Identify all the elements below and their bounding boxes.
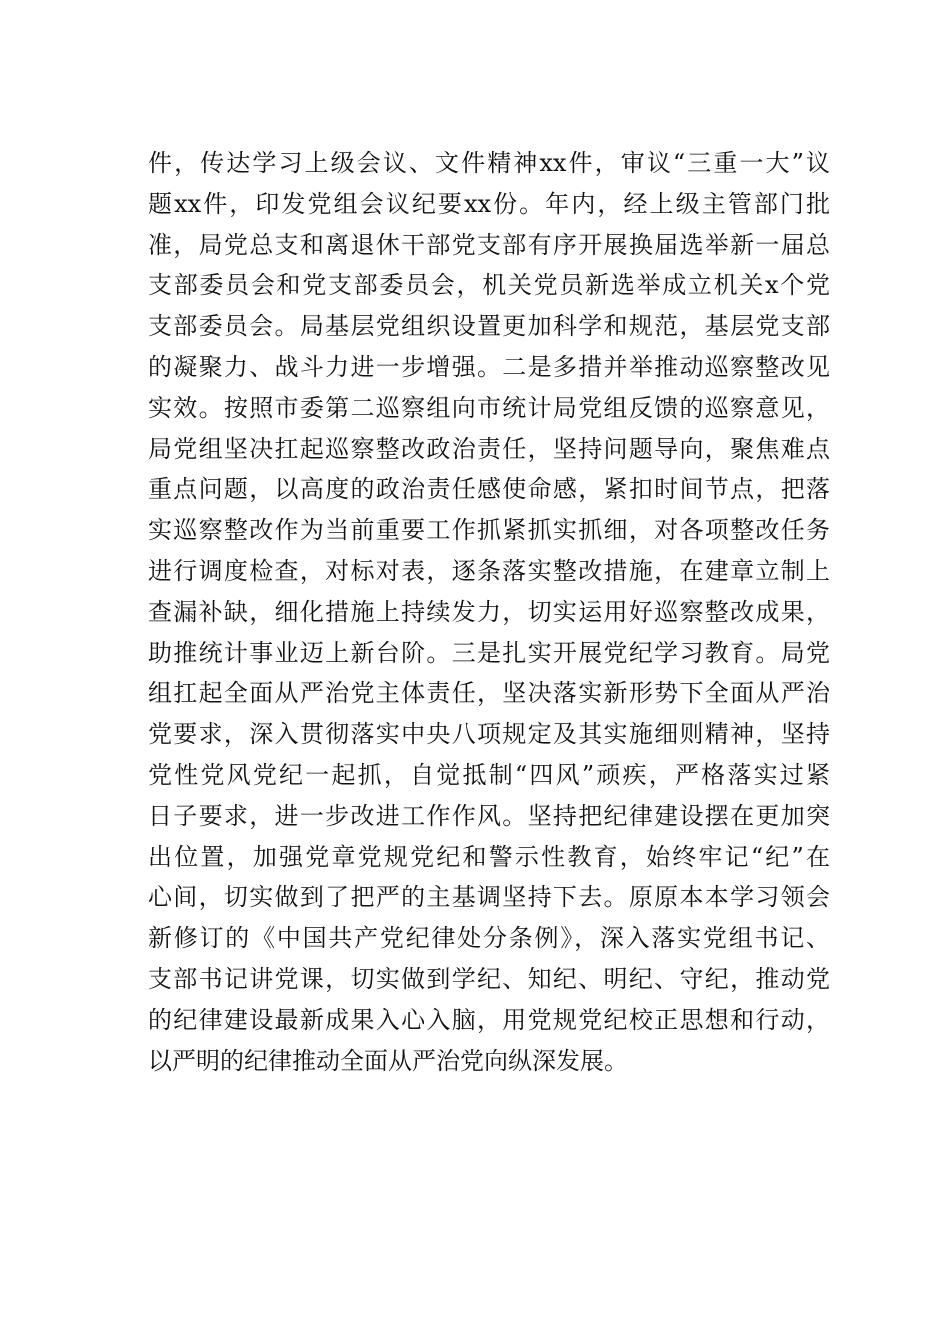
body-paragraph — [148, 143, 830, 1081]
text-line: 心间，切实做到了把严的主基调坚持下去。原原本本学习领会 — [148, 883, 830, 912]
text-line: 新修订的《中国共产党纪律处分条例》，深入落实党组书记、 — [148, 924, 830, 953]
text-line: 题xx件，印发党组会议纪要xx份。年内，经上级主管部门批 — [148, 189, 830, 218]
text-line: 实效。按照市委第二巡察组向市统计局党组反馈的巡察意见， — [148, 393, 830, 422]
text-line: 支部委员会。局基层党组织设置更加科学和规范，基层党支部 — [148, 312, 830, 341]
text-line: 支部委员会和党支部委员会，机关党员新选举成立机关x个党 — [148, 271, 830, 300]
text-line: 支部书记讲党课，切实做到学纪、知纪、明纪、守纪，推动党 — [148, 964, 830, 993]
text-line: 的凝聚力、战斗力进一步增强。二是多措并举推动巡察整改见 — [148, 352, 830, 381]
text-line: 实巡察整改作为当前重要工作抓紧抓实抓细，对各项整改任务 — [148, 516, 830, 545]
text-line: 准，局党总支和离退休干部党支部有序开展换届选举新一届总 — [148, 230, 830, 259]
text-line: 的纪律建设最新成果入心入脑，用党规党纪校正思想和行动， — [148, 1005, 830, 1034]
text-line: 日子要求，进一步改进工作作风。坚持把纪律建设摆在更加突 — [148, 801, 830, 830]
text-line: 党性党风党纪一起抓，自觉抵制“四风”顽疾，严格落实过紧 — [148, 760, 830, 789]
text-line: 件，传达学习上级会议、文件精神xx件，审议“三重一大”议 — [148, 149, 830, 177]
text-line: 重点问题，以高度的政治责任感使命感，紧扣时间节点，把落 — [148, 475, 830, 504]
text-line-last: 以严明的纪律推动全面从严治党向纵深发展。 — [148, 1046, 628, 1075]
text-line: 出位置，加强党章党规党纪和警示性教育，始终牢记“纪”在 — [148, 842, 830, 871]
text-line: 查漏补缺，细化措施上持续发力，切实运用好巡察整改成果， — [148, 597, 830, 626]
text-line: 进行调度检查，对标对表，逐条落实整改措施，在建章立制上 — [148, 556, 830, 585]
text-line: 党要求，深入贯彻落实中央八项规定及其实施细则精神，坚持 — [148, 720, 830, 749]
text-line: 局党组坚决扛起巡察整改政治责任，坚持问题导向，聚焦难点 — [148, 434, 830, 463]
text-line: 组扛起全面从严治党主体责任，坚决落实新形势下全面从严治 — [148, 679, 830, 708]
text-line: 助推统计事业迈上新台阶。三是扎实开展党纪学习教育。局党 — [148, 638, 830, 667]
